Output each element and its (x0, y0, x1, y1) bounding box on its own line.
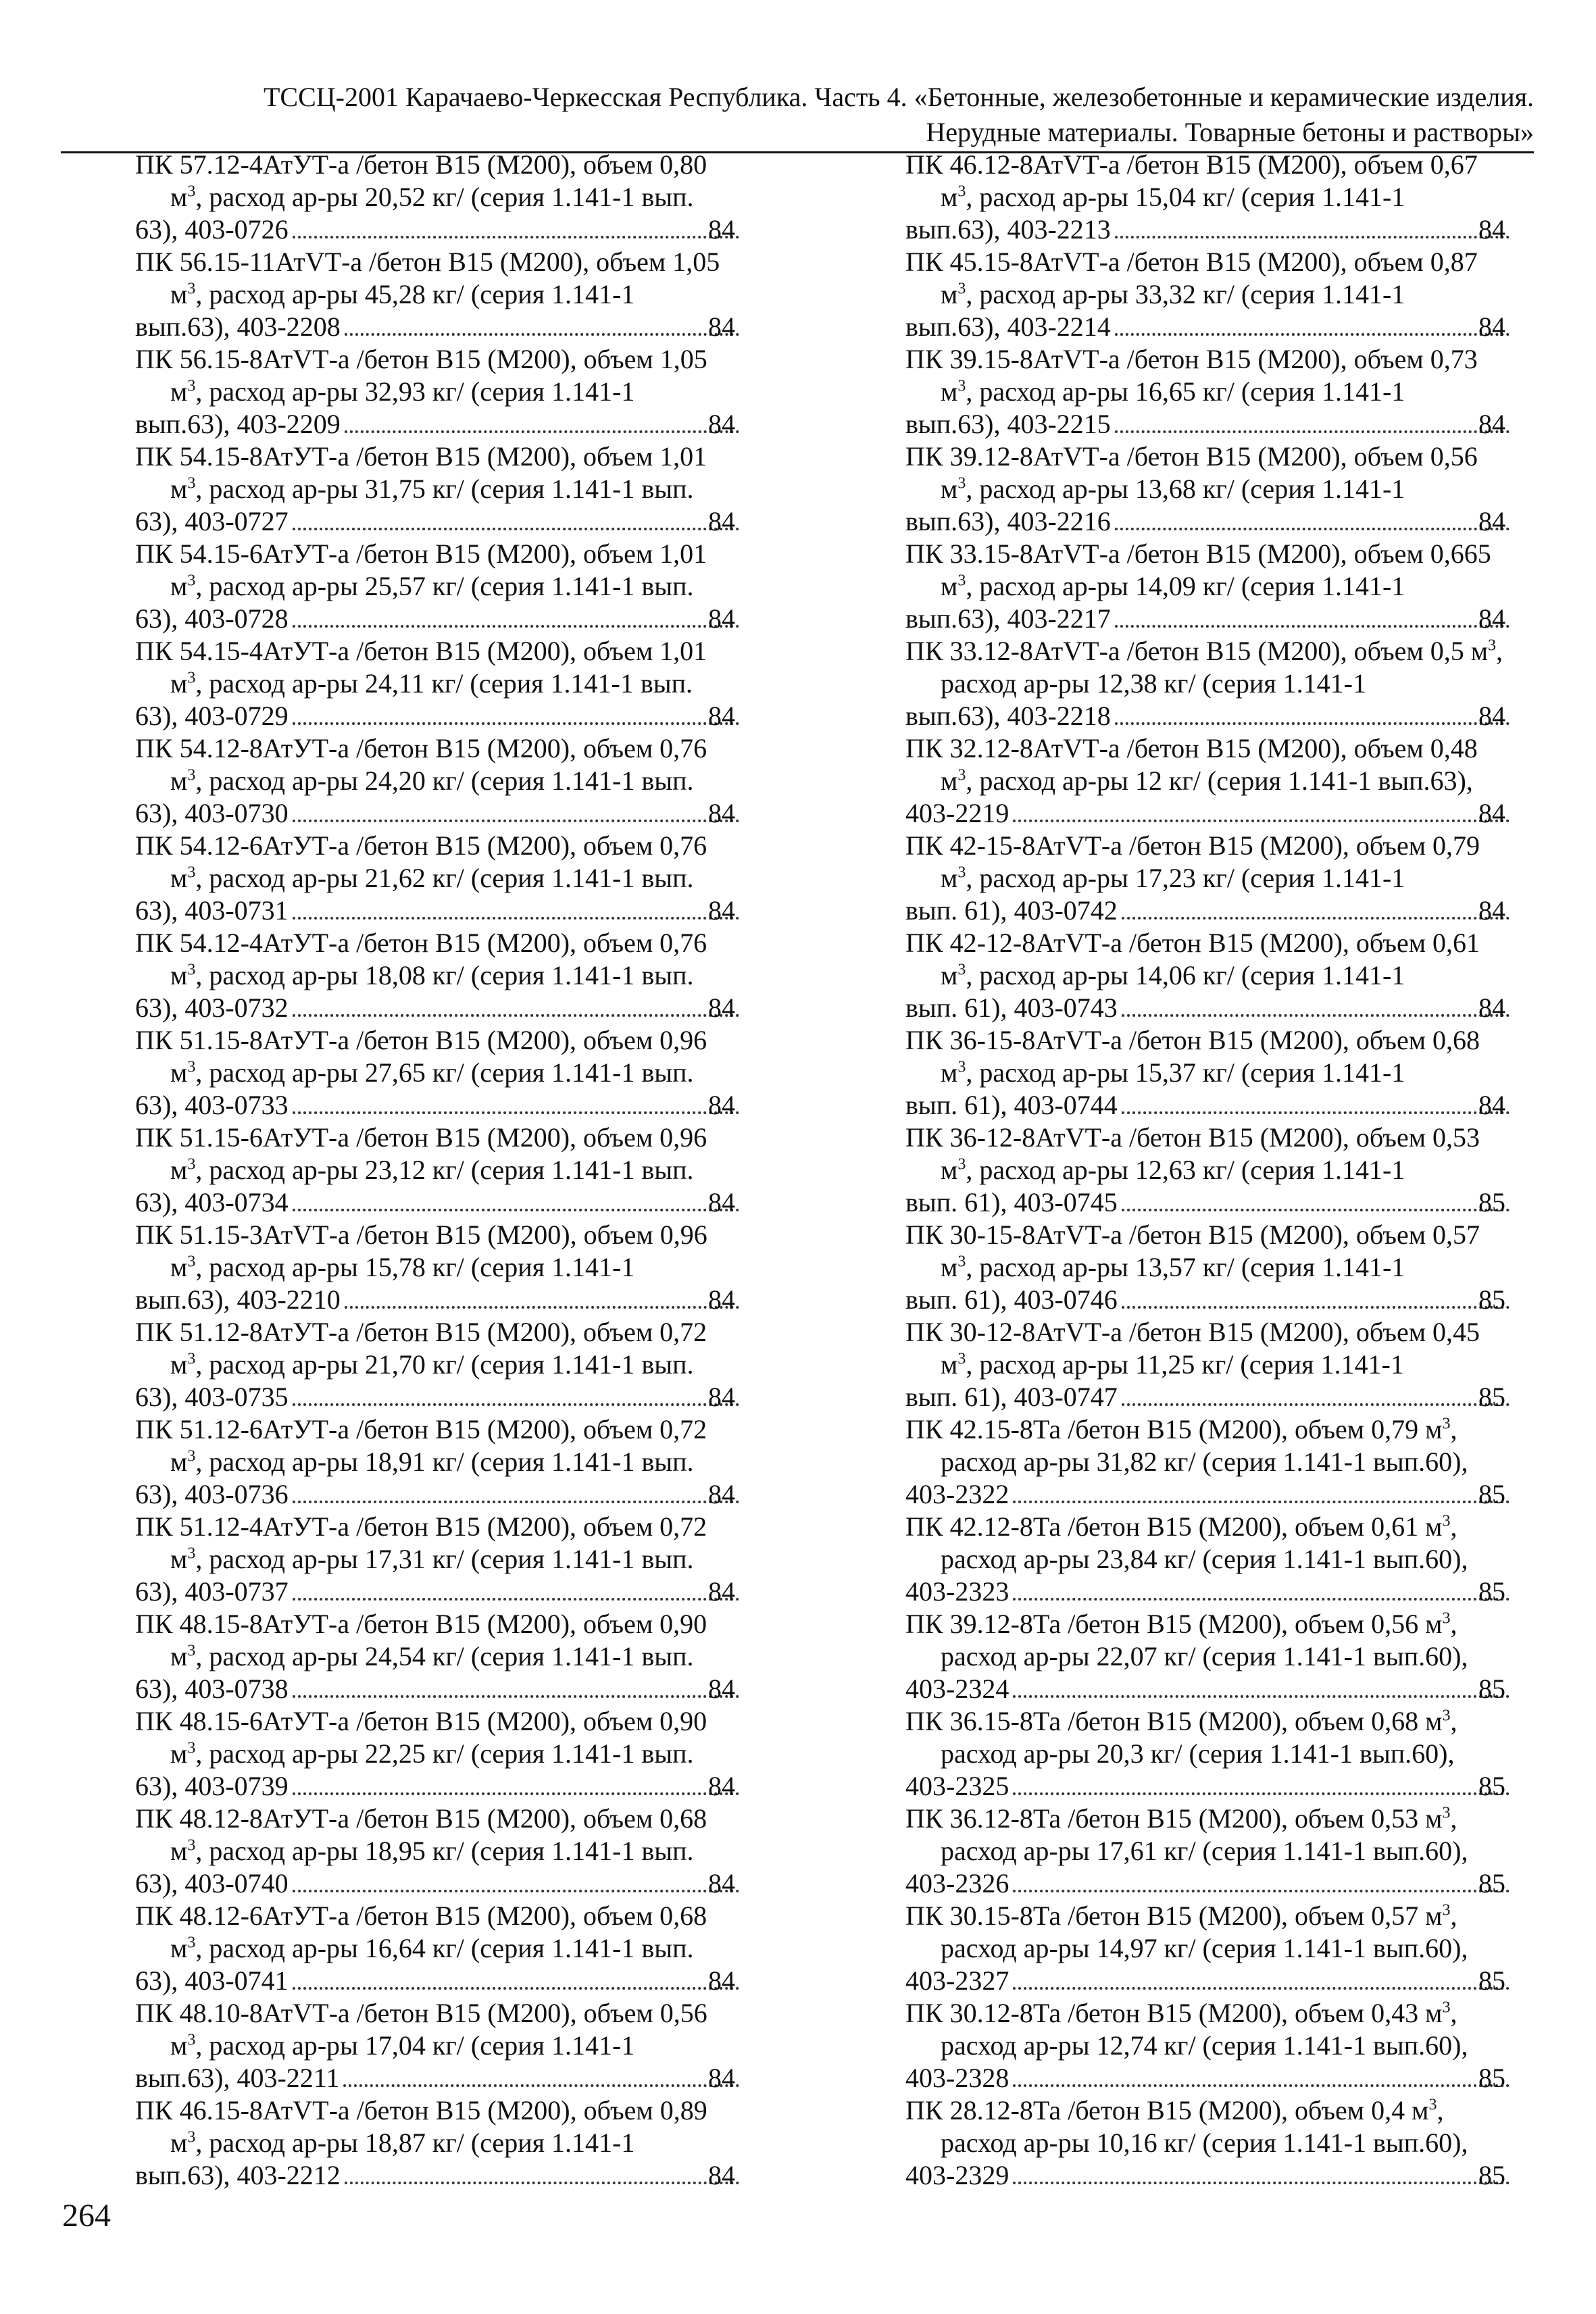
entry-code: 403-2329 (905, 2160, 1009, 2190)
entry-last-line: 403-2219 84 (941, 797, 1514, 830)
entry-last-line: вып.63), 403-2216 84 (941, 505, 1514, 538)
dot-leader (1013, 2182, 1510, 2184)
dot-leader (293, 820, 739, 822)
entry-text: ПК 54.15-8АтУТ-а /бетон В15 (М200), объем 1,01 $м^3$, расход ар-ры 31,75 кг/ (серия 1.141-1 вып. (135, 441, 707, 504)
entry-last-line: 63), 403-0736 84 (170, 1478, 743, 1511)
dot-leader (293, 1111, 739, 1114)
page-header (61, 80, 1534, 150)
entry-last-line: 403-2324 85 (941, 1673, 1514, 1705)
entry-text: ПК 54.15-4АтУТ-а /бетон В15 (М200), объем 1,01 $м^3$, расход ар-ры 24,11 кг/ (серия 1.141-1 вып. (135, 636, 707, 699)
entry-text: ПК 33.15-8АтVТ-а /бетон В15 (М200), объем 0,665 $м^3$, расход ар-ры 14,09 кг/ (серия 1.141-1 (905, 538, 1491, 601)
entry-code: вып. 61), 403-0742 (905, 895, 1118, 926)
right-column (905, 149, 1514, 2192)
index-entry (135, 1900, 743, 1997)
entry-text: ПК 48.10-8АтVТ-а /бетон В15 (М200), объем 0,56 $м^3$, расход ар-ры 17,04 кг/ (серия 1.141-1 (135, 1998, 707, 2061)
entry-last-line: 63), 403-0729 84 (170, 700, 743, 732)
entry-last-line: 403-2322 85 (941, 1478, 1514, 1511)
dot-leader (1013, 2084, 1510, 2087)
index-entry (135, 1413, 743, 1511)
entry-code: вып. 61), 403-0747 (905, 1382, 1118, 1412)
index-entry (905, 1122, 1514, 1219)
entry-text: ПК 42-15-8АтVТ-а /бетон В15 (М200), объем 0,79 $м^3$, расход ар-ры 17,23 кг/ (серия 1.141-1 (905, 830, 1480, 893)
entry-text: ПК 39.15-8АтVТ-а /бетон В15 (М200), объем 0,73 $м^3$, расход ар-ры 16,65 кг/ (серия 1.141-1 (905, 344, 1478, 407)
entry-code: 403-2325 (905, 1771, 1009, 1801)
entry-code: 403-2323 (905, 1576, 1009, 1607)
page-number: 264 (62, 2198, 111, 2234)
entry-code: вып.63), 403-2214 (905, 311, 1111, 342)
entry-text: ПК 51.12-6АтУТ-а /бетон В15 (М200), объем 0,72 $м^3$, расход ар-ры 18,91 кг/ (серия 1.141-1 вып. (135, 1414, 707, 1477)
dot-leader (1115, 722, 1510, 725)
entry-text: ПК 32.12-8АтVТ-а /бетон В15 (М200), объем 0,48 $м^3$, расход ар-ры 12 кг/ (серия 1.141-1 вып.63), (905, 733, 1478, 796)
entry-last-line: вып.63), 403-2218 84 (941, 700, 1514, 732)
entry-text: ПК 42.12-8Та /бетон В15 (М200), объем 0,61 $м^3$, расход ар-ры 23,84 кг/ (серия 1.141-1 вып.60), (905, 1511, 1468, 1574)
entry-code: вып.63), 403-2212 (135, 2160, 341, 2190)
dot-leader (1115, 625, 1510, 628)
entry-last-line: 63), 403-0731 84 (170, 895, 743, 927)
dot-leader (1122, 1209, 1510, 1211)
entry-code: 403-2219 (905, 798, 1009, 828)
index-entry (905, 635, 1514, 732)
entry-text: ПК 42-12-8АтVТ-а /бетон В15 (М200), объем 0,61 $м^3$, расход ар-ры 14,06 кг/ (серия 1.141-1 (905, 928, 1480, 990)
entry-text: ПК 39.12-8Та /бетон В15 (М200), объем 0,56 $м^3$, расход ар-ры 22,07 кг/ (серия 1.141-1 вып.60), (905, 1609, 1468, 1671)
entry-code: 403-2326 (905, 1868, 1009, 1898)
entry-code: 63), 403-0740 (135, 1868, 289, 1898)
entry-text: ПК 56.15-11АтVТ-а /бетон В15 (М200), объем 1,05 $м^3$, расход ар-ры 45,28 кг/ (серия 1.141-1 (135, 247, 720, 309)
index-entry (135, 1316, 743, 1413)
entry-last-line: 63), 403-0728 84 (170, 603, 743, 635)
dot-leader (293, 1987, 739, 1990)
entry-text: ПК 28.12-8Та /бетон В15 (М200), объем 0,4 $м^3$, расход ар-ры 10,16 кг/ (серия 1.141-1 вып.60), (905, 2095, 1468, 2158)
entry-last-line: вып. 61), 403-0746 85 (941, 1284, 1514, 1316)
left-column (135, 149, 743, 2192)
entry-last-line: 63), 403-0730 84 (170, 797, 743, 830)
index-entry (135, 1705, 743, 1803)
entry-text: ПК 36.12-8Та /бетон В15 (М200), объем 0,53 $м^3$, расход ар-ры 17,61 кг/ (серия 1.141-1 вып.60), (905, 1803, 1468, 1866)
dot-leader (345, 333, 739, 336)
entry-code: вып.63), 403-2211 (135, 2063, 340, 2093)
index-entry (135, 538, 743, 635)
dot-leader (1115, 333, 1510, 336)
entry-last-line: 63), 403-0737 84 (170, 1576, 743, 1608)
entry-text: ПК 54.12-6АтУТ-а /бетон В15 (М200), объем 0,76 $м^3$, расход ар-ры 21,62 кг/ (серия 1.141-1 вып. (135, 830, 707, 893)
entry-code: вып. 61), 403-0745 (905, 1187, 1118, 1217)
dot-leader (293, 1792, 739, 1795)
index-entry (905, 538, 1514, 635)
index-entry (135, 1608, 743, 1705)
entry-code: 63), 403-0730 (135, 798, 289, 828)
entry-text: ПК 45.15-8АтVТ-а /бетон В15 (М200), объем 0,87 $м^3$, расход ар-ры 33,32 кг/ (серия 1.141-1 (905, 247, 1478, 309)
entry-text: ПК 51.12-8АтУТ-а /бетон В15 (М200), объем 0,72 $м^3$, расход ар-ры 21,70 кг/ (серия 1.141-1 вып. (135, 1317, 707, 1380)
entry-code: 63), 403-0728 (135, 603, 289, 634)
dot-leader (1013, 1890, 1510, 1892)
entry-text: ПК 36-15-8АтVТ-а /бетон В15 (М200), объем 0,68 $м^3$, расход ар-ры 15,37 кг/ (серия 1.141-1 (905, 1025, 1480, 1088)
dot-leader (1122, 1403, 1510, 1406)
dot-leader (1115, 236, 1510, 238)
entry-last-line: вып. 61), 403-0744 84 (941, 1089, 1514, 1122)
dot-leader (345, 2182, 739, 2184)
index-entry (905, 1997, 1514, 2094)
entry-text: ПК 48.12-6АтУТ-а /бетон В15 (М200), объем 0,68 $м^3$, расход ар-ры 16,64 кг/ (серия 1.141-1 вып. (135, 1901, 707, 1963)
index-entry (905, 1024, 1514, 1122)
dot-leader (1013, 1792, 1510, 1795)
entry-last-line: вып.63), 403-2210 84 (170, 1284, 743, 1316)
dot-leader (293, 1014, 739, 1017)
index-entry (905, 1316, 1514, 1413)
entry-last-line: 63), 403-0739 84 (170, 1770, 743, 1803)
dot-leader (1013, 820, 1510, 822)
entry-last-line: 403-2326 85 (941, 1867, 1514, 1900)
entry-code: вып.63), 403-2210 (135, 1284, 341, 1315)
index-entry (135, 1122, 743, 1219)
index-entry (135, 441, 743, 538)
entry-text: ПК 46.15-8АтVТ-а /бетон В15 (М200), объем 0,89 $м^3$, расход ар-ры 18,87 кг/ (серия 1.141-1 (135, 2095, 707, 2158)
entry-last-line: 403-2329 85 (941, 2159, 1514, 2192)
entry-code: вып. 61), 403-0744 (905, 1090, 1118, 1120)
index-entry (135, 1997, 743, 2094)
entry-code: вып.63), 403-2216 (905, 506, 1111, 536)
index-entry (905, 1219, 1514, 1316)
entry-last-line: вып. 61), 403-0747 85 (941, 1381, 1514, 1413)
dot-leader (293, 1695, 739, 1698)
dot-leader (293, 917, 739, 920)
entry-last-line: вып.63), 403-2213 84 (941, 213, 1514, 246)
dot-leader (1115, 528, 1510, 530)
entry-text: ПК 48.15-6АтУТ-а /бетон В15 (М200), объем 0,90 $м^3$, расход ар-ры 22,25 кг/ (серия 1.141-1 вып. (135, 1706, 707, 1769)
entry-last-line: 63), 403-0735 84 (170, 1381, 743, 1413)
index-entry (135, 1024, 743, 1122)
entry-text: ПК 39.12-8АтVТ-а /бетон В15 (М200), объем 0,56 $м^3$, расход ар-ры 13,68 кг/ (серия 1.141-1 (905, 441, 1478, 504)
entry-code: 63), 403-0739 (135, 1771, 289, 1801)
entry-last-line: вып.63), 403-2208 84 (170, 311, 743, 343)
entry-last-line: вып.63), 403-2217 84 (941, 603, 1514, 635)
entry-code: 403-2327 (905, 1965, 1009, 1996)
entry-code: вып.63), 403-2213 (905, 214, 1111, 245)
entry-last-line: 63), 403-0732 84 (170, 992, 743, 1024)
index-entry (905, 1705, 1514, 1803)
entry-text: ПК 54.15-6АтУТ-а /бетон В15 (М200), объем 1,01 $м^3$, расход ар-ры 25,57 кг/ (серия 1.141-1 вып. (135, 538, 707, 601)
dot-leader (293, 1403, 739, 1406)
index-entry (905, 927, 1514, 1024)
entry-last-line: вып.63), 403-2209 84 (170, 408, 743, 441)
entry-text: ПК 46.12-8АтVТ-а /бетон В15 (М200), объем 0,67 $м^3$, расход ар-ры 15,04 кг/ (серия 1.141-1 (905, 149, 1478, 212)
entry-code: 63), 403-0737 (135, 1576, 289, 1607)
index-entry (905, 343, 1514, 441)
entry-text: ПК 36-12-8АтVТ-а /бетон В15 (М200), объем 0,53 $м^3$, расход ар-ры 12,63 кг/ (серия 1.141-1 (905, 1122, 1480, 1185)
entry-code: 63), 403-0726 (135, 214, 289, 245)
entry-last-line: вып. 61), 403-0745 85 (941, 1186, 1514, 1219)
entry-last-line: 403-2327 85 (941, 1965, 1514, 1997)
entry-text: ПК 30-15-8АтVТ-а /бетон В15 (М200), объем 0,57 $м^3$, расход ар-ры 13,57 кг/ (серия 1.141-1 (905, 1219, 1480, 1282)
dot-leader (1122, 1306, 1510, 1309)
entry-text: ПК 36.15-8Та /бетон В15 (М200), объем 0,68 $м^3$, расход ар-ры 20,3 кг/ (серия 1.141-1 вып.60), (905, 1706, 1457, 1769)
dot-leader (293, 1209, 739, 1211)
entry-last-line: 63), 403-0733 84 (170, 1089, 743, 1122)
entry-last-line: 63), 403-0734 84 (170, 1186, 743, 1219)
entry-last-line: вып.63), 403-2215 84 (941, 408, 1514, 441)
entry-text: ПК 30-12-8АтVТ-а /бетон В15 (М200), объем 0,45 $м^3$, расход ар-ры 11,25 кг/ (серия 1.141-1 (905, 1317, 1480, 1380)
entry-last-line: 403-2323 85 (941, 1576, 1514, 1608)
dot-leader (293, 528, 739, 530)
entry-last-line: вып. 61), 403-0743 84 (941, 992, 1514, 1024)
entry-last-line: 403-2328 85 (941, 2062, 1514, 2094)
dot-leader (293, 1890, 739, 1892)
index-entry (905, 1511, 1514, 1608)
index-entry (905, 246, 1514, 343)
index-entry (135, 635, 743, 732)
entry-text: ПК 51.15-6АтУТ-а /бетон В15 (М200), объем 0,96 $м^3$, расход ар-ры 23,12 кг/ (серия 1.141-1 вып. (135, 1122, 707, 1185)
entry-text: ПК 51.12-4АтУТ-а /бетон В15 (М200), объем 0,72 $м^3$, расход ар-ры 17,31 кг/ (серия 1.141-1 вып. (135, 1511, 707, 1574)
header-line-1: ТССЦ-2001 Карачаево-Черкесская Республика. Часть 4. «Бетонные, железобетонные и керамические изделия. (263, 82, 1534, 112)
entry-last-line: вып.63), 403-2211 84 (170, 2062, 743, 2094)
dot-leader (293, 625, 739, 628)
index-entry (905, 441, 1514, 538)
entry-text: ПК 42.15-8Та /бетон В15 (М200), объем 0,79 $м^3$, расход ар-ры 31,82 кг/ (серия 1.141-1 вып.60), (905, 1414, 1468, 1477)
entry-text: ПК 48.12-8АтУТ-а /бетон В15 (М200), объем 0,68 $м^3$, расход ар-ры 18,95 кг/ (серия 1.141-1 вып. (135, 1803, 707, 1866)
dot-leader (1122, 1014, 1510, 1017)
entry-text: ПК 54.12-8АтУТ-а /бетон В15 (М200), объем 0,76 $м^3$, расход ар-ры 24,20 кг/ (серия 1.141-1 вып. (135, 733, 707, 796)
entry-code: 63), 403-0741 (135, 1965, 289, 1996)
index-entry (135, 149, 743, 246)
index-entry (905, 1900, 1514, 1997)
dot-leader (1013, 1598, 1510, 1601)
dot-leader (293, 236, 739, 238)
entry-code: 63), 403-0736 (135, 1479, 289, 1509)
entry-code: 63), 403-0729 (135, 701, 289, 731)
dot-leader (293, 722, 739, 725)
entry-text: ПК 51.15-8АтУТ-а /бетон В15 (М200), объем 0,96 $м^3$, расход ар-ры 27,65 кг/ (серия 1.141-1 вып. (135, 1025, 707, 1088)
dot-leader (1115, 430, 1510, 433)
entry-code: 403-2324 (905, 1674, 1009, 1704)
entry-code: 63), 403-0732 (135, 992, 289, 1023)
dot-leader (293, 1598, 739, 1601)
entry-text: ПК 30.12-8Та /бетон В15 (М200), объем 0,43 $м^3$, расход ар-ры 12,74 кг/ (серия 1.141-1 вып.60), (905, 1998, 1468, 2061)
index-entry (135, 830, 743, 927)
entry-code: вып.63), 403-2217 (905, 603, 1111, 634)
index-entry (905, 732, 1514, 830)
entry-code: 63), 403-0735 (135, 1382, 289, 1412)
header-line-2: Нерудные материалы. Товарные бетоны и растворы» (926, 117, 1534, 147)
entry-last-line: 63), 403-0738 84 (170, 1673, 743, 1705)
index-entry (135, 2094, 743, 2192)
entry-code: вып.63), 403-2215 (905, 409, 1111, 439)
dot-leader (293, 1501, 739, 1503)
entry-code: 403-2322 (905, 1479, 1009, 1509)
entry-code: 63), 403-0727 (135, 506, 289, 536)
entry-text: ПК 51.15-3АтVТ-а /бетон В15 (М200), объем 0,96 $м^3$, расход ар-ры 15,78 кг/ (серия 1.141-1 (135, 1219, 707, 1282)
entry-last-line: 63), 403-0741 84 (170, 1965, 743, 1997)
index-entry (135, 246, 743, 343)
entry-code: вып. 61), 403-0743 (905, 992, 1118, 1023)
entry-last-line: вып.63), 403-2212 84 (170, 2159, 743, 2192)
dot-leader (345, 430, 739, 433)
entry-text: ПК 56.15-8АтVТ-а /бетон В15 (М200), объем 1,05 $м^3$, расход ар-ры 32,93 кг/ (серия 1.141-1 (135, 344, 707, 407)
dot-leader (1013, 1987, 1510, 1990)
entry-last-line: вып. 61), 403-0742 84 (941, 895, 1514, 927)
index-entry (905, 830, 1514, 927)
entry-code: вып.63), 403-2209 (135, 409, 341, 439)
entry-text: ПК 54.12-4АтУТ-а /бетон В15 (М200), объем 0,76 $м^3$, расход ар-ры 18,08 кг/ (серия 1.141-1 вып. (135, 928, 707, 990)
entry-code: 63), 403-0734 (135, 1187, 289, 1217)
dot-leader (1013, 1695, 1510, 1698)
index-entry (135, 1803, 743, 1900)
entry-code: 403-2328 (905, 2063, 1009, 2093)
dot-leader (343, 2084, 739, 2087)
entry-last-line: 63), 403-0727 84 (170, 505, 743, 538)
entry-text: ПК 30.15-8Та /бетон В15 (М200), объем 0,57 $м^3$, расход ар-ры 14,97 кг/ (серия 1.141-1 вып.60), (905, 1901, 1468, 1963)
index-entry (905, 1608, 1514, 1705)
entry-text: ПК 33.12-8АтVТ-а /бетон В15 (М200), объем 0,5 $м^3$, расход ар-ры 12,38 кг/ (серия 1.141-1 (905, 636, 1503, 699)
dot-leader (1013, 1501, 1510, 1503)
entry-code: 63), 403-0738 (135, 1674, 289, 1704)
entry-code: 63), 403-0733 (135, 1090, 289, 1120)
entry-text: ПК 48.15-8АтУТ-а /бетон В15 (М200), объем 0,90 $м^3$, расход ар-ры 24,54 кг/ (серия 1.141-1 вып. (135, 1609, 707, 1671)
entry-text: ПК 57.12-4АтУТ-а /бетон В15 (М200), объем 0,80 $м^3$, расход ар-ры 20,52 кг/ (серия 1.141-1 вып. (135, 149, 707, 212)
entry-last-line: 403-2325 85 (941, 1770, 1514, 1803)
index-entry (905, 149, 1514, 246)
index-entry (135, 343, 743, 441)
dot-leader (1122, 917, 1510, 920)
entry-last-line: 63), 403-0726 84 (170, 213, 743, 246)
entry-code: вып. 61), 403-0746 (905, 1284, 1118, 1315)
dot-leader (1122, 1111, 1510, 1114)
index-entry (135, 927, 743, 1024)
index-entry (905, 1413, 1514, 1511)
entry-code: вып.63), 403-2218 (905, 701, 1111, 731)
index-entry (135, 1219, 743, 1316)
index-entry (905, 1803, 1514, 1900)
index-entry (905, 2094, 1514, 2192)
entry-last-line: вып.63), 403-2214 84 (941, 311, 1514, 343)
entry-code: вып.63), 403-2208 (135, 311, 341, 342)
entry-last-line: 63), 403-0740 84 (170, 1867, 743, 1900)
dot-leader (345, 1306, 739, 1309)
index-entry (135, 1511, 743, 1608)
index-entry (135, 732, 743, 830)
entry-code: 63), 403-0731 (135, 895, 289, 926)
